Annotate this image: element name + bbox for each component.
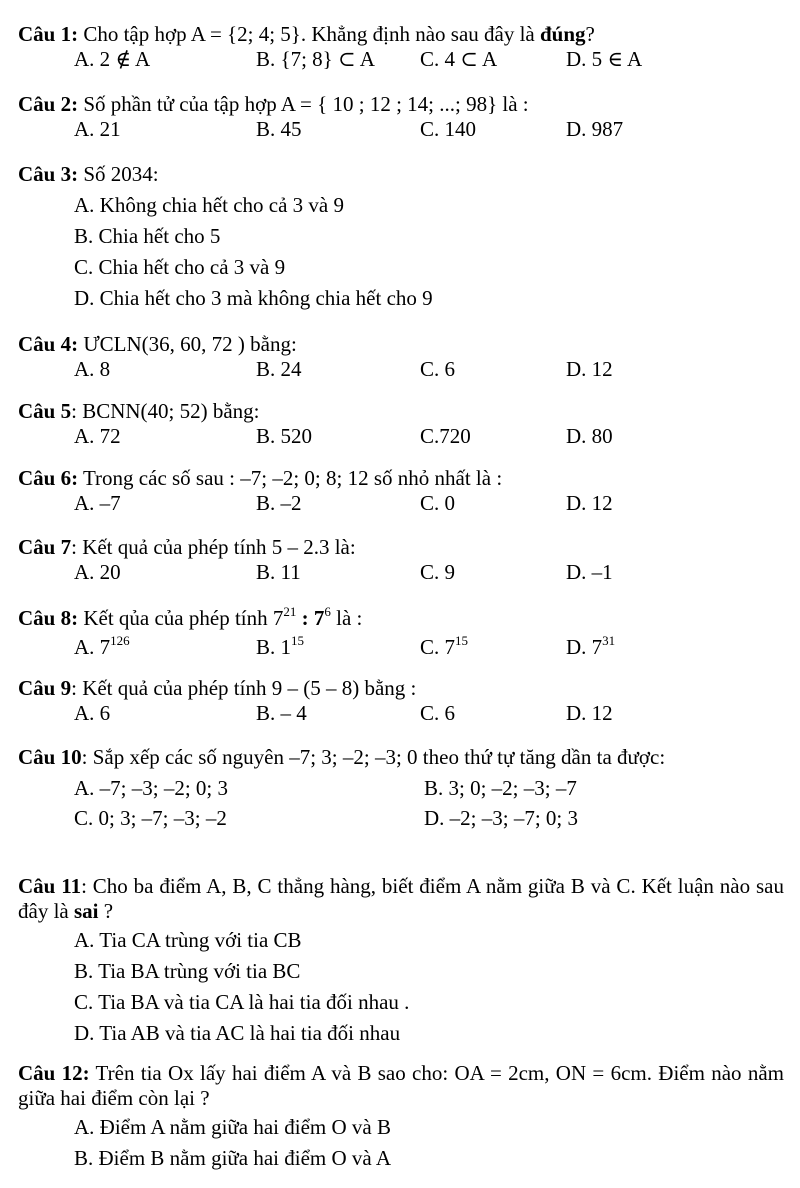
option-a[interactable]: A. –7; –3; –2; 0; 3 [74, 776, 229, 801]
question-10-options-row2 [74, 806, 784, 836]
option-a[interactable]: A. $7^{126}$ [74, 633, 130, 660]
option-d[interactable]: D. 12 [566, 701, 613, 726]
question-1 [18, 22, 784, 77]
question-7 [18, 535, 784, 590]
question-2-stem: Câu 2: Số phần tử của tập hợp A = { 10 ; 12 ; 14; ...; 98} là : [18, 92, 529, 116]
option-c[interactable]: C. 140 [420, 117, 477, 142]
option-d[interactable]: D. 987 [566, 117, 624, 142]
option-c[interactable]: C. Tia BA và tia CA là hai tia đối nhau . [74, 990, 410, 1015]
question-7-options [74, 560, 784, 590]
option-c[interactable]: C. 6 [420, 701, 456, 726]
question-6-options [74, 491, 784, 521]
option-a[interactable]: A. Điểm A nằm giữa hai điểm O và B [74, 1115, 391, 1140]
question-6-stem: Câu 6: Trong các số sau : –7; –2; 0; 8; 12 số nhỏ nhất là : [18, 466, 503, 490]
question-12-stem: Câu 12: Trên tia Ox lấy hai điểm A và B sao cho: OA = 2cm, ON = 6cm. Điểm nào nằm giữa hai điểm còn lại ? [18, 1061, 784, 1111]
option-b[interactable]: B. {7; 8} ⊂ A [256, 47, 375, 72]
option-b[interactable]: B. – 4 [256, 701, 307, 726]
question-3 [18, 162, 784, 317]
question-7-stem: Câu 7: Kết quả của phép tính 5 – 2.3 là: [18, 535, 356, 559]
option-b[interactable]: B. 3; 0; –2; –3; –7 [424, 776, 577, 801]
option-d[interactable]: D. 12 [566, 357, 613, 382]
option-d[interactable]: D. –1 [566, 560, 613, 585]
question-8-options [74, 635, 784, 665]
question-9-options [74, 701, 784, 731]
question-label: Câu 1: [18, 22, 79, 46]
option-b[interactable]: B. Điểm B nằm giữa hai điểm O và A [74, 1146, 391, 1171]
question-2-options [74, 117, 784, 147]
option-a[interactable]: A. Tia CA trùng với tia CB [74, 928, 302, 953]
option-d[interactable]: D. $7^{31}$ [566, 633, 616, 660]
option-b[interactable]: B. 11 [256, 560, 301, 585]
option-a[interactable]: A. 8 [74, 357, 111, 382]
question-3-stem: Câu 3: Số 2034: [18, 162, 159, 186]
option-a[interactable]: A. 21 [74, 117, 121, 142]
option-a[interactable]: A. Không chia hết cho cả 3 và 9 [74, 193, 344, 218]
question-5-stem: Câu 5: BCNN(40; 52) bằng: [18, 399, 260, 423]
option-c[interactable]: C. 6 [420, 357, 456, 382]
question-9-stem: Câu 9: Kết quả của phép tính 9 – (5 – 8) bằng : [18, 676, 417, 700]
option-c[interactable]: C. 9 [420, 560, 456, 585]
question-8-stem: Câu 8: Kết qủa của phép tính $7^{21}$ : $7^6$ là : [18, 604, 363, 630]
question-4-options [74, 357, 784, 387]
question-11-stem: Câu 11: Cho ba điểm A, B, C thẳng hàng, biết điểm A nằm giữa B và C. Kết luận nào sau đây là sai ? [18, 874, 785, 924]
question-8 [18, 606, 784, 665]
option-a[interactable]: A. 72 [74, 424, 121, 449]
question-6 [18, 466, 784, 521]
question-4-stem: Câu 4: ƯCLN(36, 60, 72 ) bằng: [18, 332, 297, 356]
option-a[interactable]: A. 2 ∉ A [74, 47, 151, 72]
question-1-stem: Câu 1: Cho tập hợp A = {2; 4; 5}. Khẳng định nào sau đây là đúng? [18, 22, 595, 46]
option-c[interactable]: C. 4 ⊂ A [420, 47, 498, 72]
option-a[interactable]: A. 20 [74, 560, 121, 585]
question-9 [18, 676, 784, 731]
option-c[interactable]: C. $7^{15}$ [420, 633, 469, 660]
option-d[interactable]: D. 12 [566, 491, 613, 516]
question-10-options-row1 [74, 776, 784, 806]
option-c[interactable]: C. 0; 3; –7; –3; –2 [74, 806, 227, 831]
option-c[interactable]: C. Chia hết cho cả 3 và 9 [74, 255, 286, 280]
option-b[interactable]: B. 45 [256, 117, 302, 142]
question-1-options [74, 47, 784, 77]
question-2 [18, 92, 784, 147]
question-11 [18, 874, 784, 1052]
option-d[interactable]: D. 5 ∈ A [566, 47, 643, 72]
option-d[interactable]: D. 80 [566, 424, 613, 449]
option-a[interactable]: A. –7 [74, 491, 121, 516]
option-b[interactable]: B. 24 [256, 357, 302, 382]
option-d[interactable]: D. Chia hết cho 3 mà không chia hết cho 9 [74, 286, 433, 311]
option-b[interactable]: B. Tia BA trùng với tia BC [74, 959, 301, 984]
question-5 [18, 399, 784, 454]
option-a[interactable]: A. 6 [74, 701, 111, 726]
option-b[interactable]: B. 520 [256, 424, 313, 449]
option-b[interactable]: B. $1^{15}$ [256, 633, 305, 660]
option-b[interactable]: B. –2 [256, 491, 302, 516]
question-5-options [74, 424, 784, 454]
option-c[interactable]: C.720 [420, 424, 471, 449]
question-4 [18, 332, 784, 387]
option-b[interactable]: B. Chia hết cho 5 [74, 224, 221, 249]
option-d[interactable]: D. –2; –3; –7; 0; 3 [424, 806, 579, 831]
option-c[interactable]: C. 0 [420, 491, 456, 516]
question-12 [18, 1061, 784, 1177]
option-d[interactable]: D. Tia AB và tia AC là hai tia đối nhau [74, 1021, 401, 1046]
question-10 [18, 745, 784, 836]
question-10-stem: Câu 10: Sắp xếp các số nguyên –7; 3; –2; –3; 0 theo thứ tự tăng dần ta được: [18, 745, 666, 769]
